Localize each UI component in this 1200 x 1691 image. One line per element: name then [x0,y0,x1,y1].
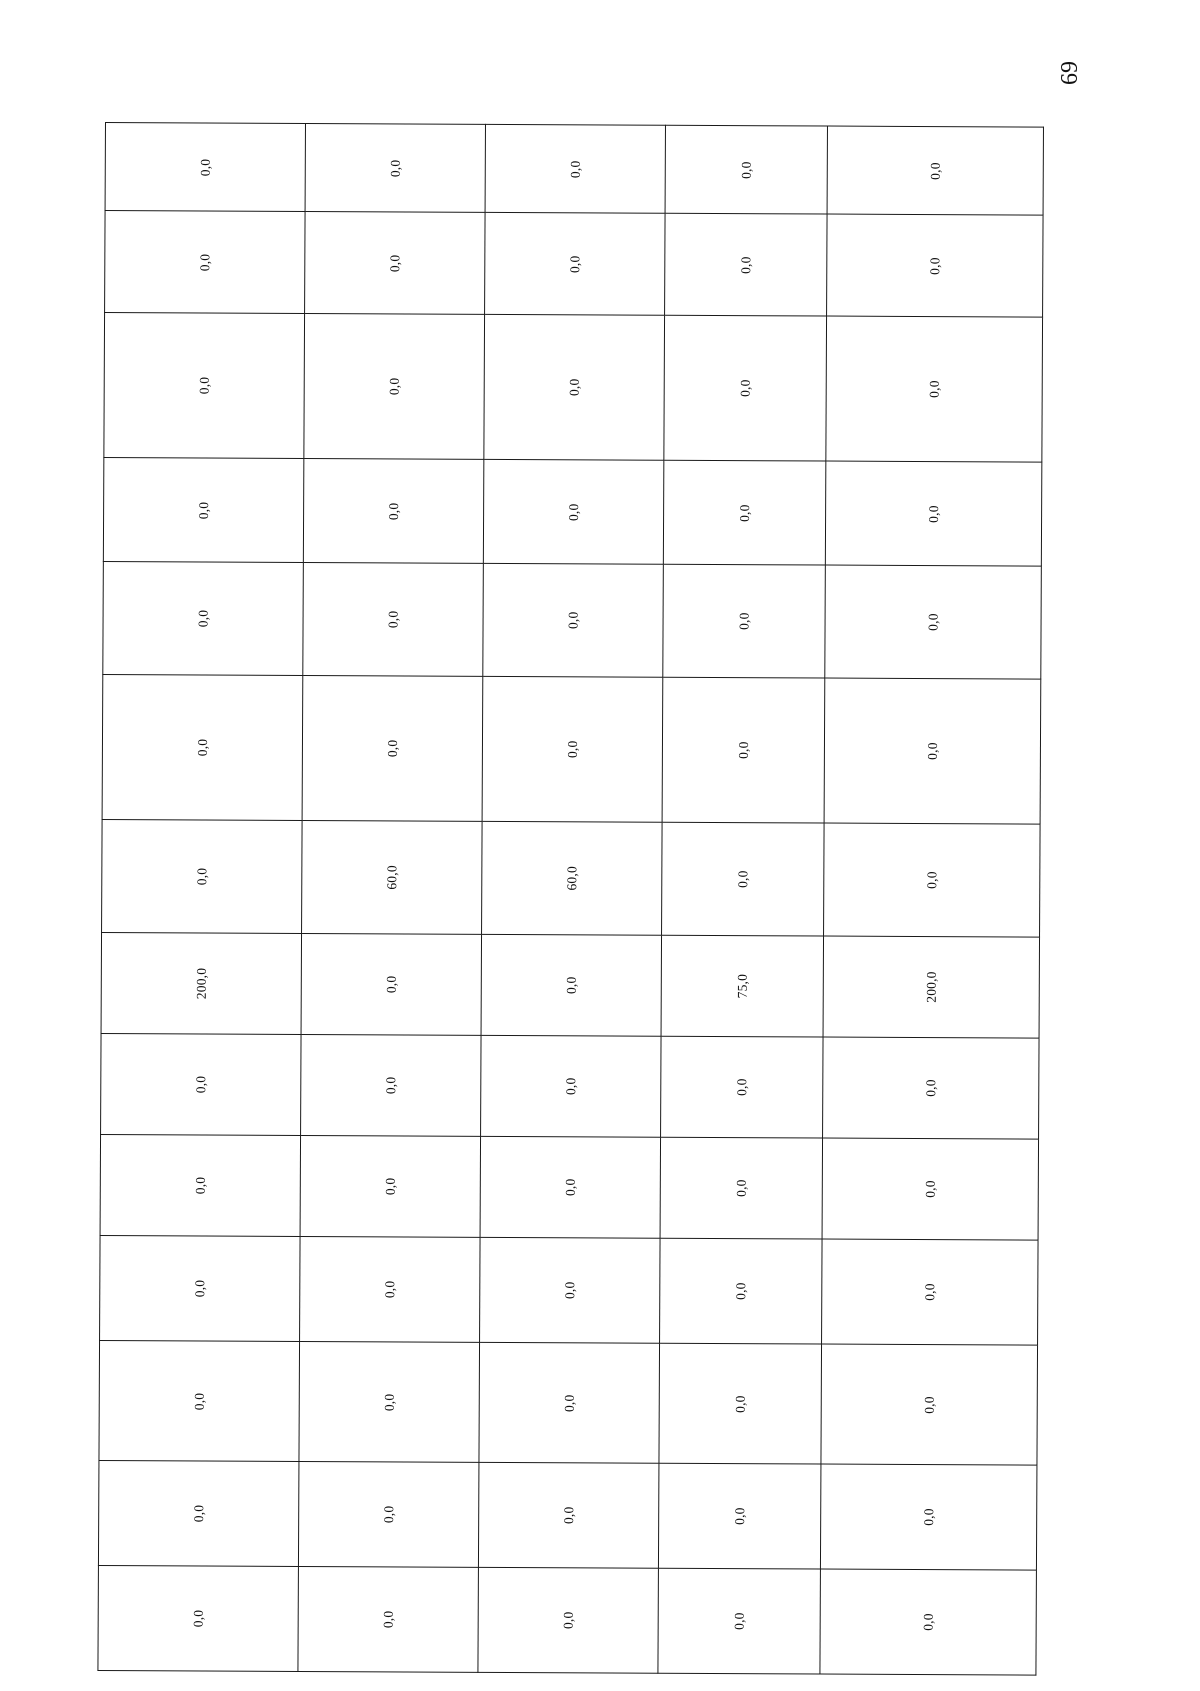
cell-value: 0,0 [191,1392,207,1410]
cell-value: 0,0 [190,1504,206,1523]
table-cell [98,1565,299,1671]
table-cell [301,933,481,1035]
cell-value: 0,0 [924,742,940,760]
cell-value: 0,0 [565,503,581,521]
cell-value: 0,0 [194,738,210,757]
cell-value: 0,0 [921,1395,937,1414]
table-cell [481,934,661,1036]
cell-value: 0,0 [192,1075,208,1094]
cell-value: 0,0 [196,376,212,395]
cell-value: 60,0 [383,865,399,890]
table-cell [821,1344,1038,1465]
table-cell [820,1464,1037,1570]
table-row [102,674,1041,824]
cell-value: 0,0 [192,1176,208,1195]
table-cell [302,675,483,821]
cell-value: 0,0 [383,975,399,994]
cell-value: 0,0 [563,976,579,995]
table-cell [483,563,664,677]
table-cell [303,458,484,563]
table-row [103,561,1042,679]
table-cell [485,124,665,213]
table-cell [300,1236,481,1342]
cell-value: 0,0 [926,256,942,275]
page-number: 69 [1057,61,1083,85]
cell-value: 0,0 [732,1394,748,1413]
table-cell [99,1340,300,1461]
cell-value: 200,0 [923,971,939,1003]
cell-value: 0,0 [380,1610,396,1629]
cell-value: 0,0 [382,1076,398,1095]
cell-value: 0,0 [382,1177,398,1196]
table-cell [305,123,485,212]
table-cell [824,678,1041,824]
cell-value: 0,0 [736,612,752,630]
cell-value: 0,0 [925,613,941,631]
table-row [103,457,1041,566]
table-cell [298,1461,479,1567]
table-cell [103,561,304,675]
table-cell [301,1034,481,1136]
table-body [98,123,1044,1676]
table-cell [665,213,827,316]
cell-value: 0,0 [381,1280,397,1299]
cell-value: 0,0 [733,1179,749,1197]
cell-value: 0,0 [564,740,580,759]
cell-value: 0,0 [560,1506,576,1525]
table-cell [825,565,1042,679]
cell-value: 0,0 [565,611,581,630]
table-cell [663,564,826,678]
cell-value: 0,0 [561,1281,577,1300]
table-cell [303,562,484,676]
table-cell [822,1138,1038,1240]
table-cell [304,313,485,459]
cell-value: 0,0 [922,1079,938,1097]
table-row [100,1134,1038,1240]
cell-value: 75,0 [734,973,750,999]
table-row [101,1033,1039,1139]
cell-value: 0,0 [195,501,211,519]
cell-value: 0,0 [197,158,213,176]
data-table [97,122,1044,1676]
table-cell [300,1135,480,1237]
table-cell [101,932,301,1034]
table-cell [827,214,1043,317]
table-cell [305,211,485,314]
cell-value: 0,0 [384,739,400,758]
cell-value: 0,0 [193,867,209,886]
table-cell [661,1036,823,1138]
table-cell [478,1462,659,1568]
table-cell [105,123,305,212]
cell-value: 0,0 [386,254,402,272]
table-row [101,932,1039,1038]
table-cell [664,315,827,461]
table-cell [658,1568,821,1674]
table-row [98,1460,1037,1570]
table-cell [662,822,825,936]
cell-value: 0,0 [731,1612,747,1630]
table-cell [820,1569,1037,1675]
cell-value: 0,0 [734,870,750,888]
table-cell [299,1341,480,1462]
cell-value: 0,0 [385,610,401,629]
cell-value: 0,0 [190,1609,206,1628]
table-cell [662,677,825,823]
table-row [105,123,1043,216]
table-cell [825,461,1042,566]
table-row [100,1235,1039,1345]
cell-value: 0,0 [195,609,211,628]
table-cell [823,936,1039,1038]
table-cell [98,1460,299,1566]
table-cell [823,1037,1039,1139]
cell-value: 60,0 [563,866,579,891]
cell-value: 0,0 [566,255,582,273]
table-cell [480,1237,661,1343]
cell-value: 0,0 [921,1283,937,1301]
cell-value: 0,0 [922,1180,938,1198]
table-cell [302,820,483,934]
table-cell [661,935,823,1037]
cell-value: 0,0 [737,379,753,397]
cell-value: 0,0 [560,1611,576,1630]
table-cell [298,1566,479,1672]
table-row [99,1340,1038,1465]
table-cell [484,314,665,460]
cell-value: 0,0 [920,1613,936,1631]
cell-value: 0,0 [566,378,582,397]
cell-value: 0,0 [381,1393,397,1411]
table-cell [663,460,826,565]
cell-value: 0,0 [191,1279,207,1298]
table-cell [827,126,1043,215]
cell-value: 0,0 [925,504,941,523]
table-cell [102,674,303,820]
table-cell [100,1235,301,1341]
table-cell [658,1463,821,1569]
cell-value: 0,0 [926,380,942,398]
table-cell [480,1136,660,1238]
cell-value: 0,0 [562,1178,578,1197]
cell-value: 0,0 [736,503,752,522]
table-cell [478,1567,659,1673]
cell-value: 0,0 [196,253,212,271]
table-cell [105,211,305,314]
table-row [105,211,1043,318]
cell-value: 0,0 [738,160,754,179]
table-cell [660,1137,822,1239]
table-row [104,313,1043,463]
cell-value: 0,0 [567,160,583,178]
table-cell [659,1343,822,1464]
cell-value: 0,0 [920,1508,936,1526]
cell-value: 0,0 [732,1282,748,1300]
table-cell [483,459,664,564]
cell-value: 0,0 [927,161,943,180]
table-cell [103,457,304,562]
table-row [102,819,1041,937]
table-cell [102,819,303,933]
table-cell [665,125,827,214]
table-cell [100,1134,300,1236]
table-cell [104,313,305,459]
table-cell [826,316,1043,462]
table-cell [101,1033,301,1135]
cell-value: 0,0 [737,255,753,274]
cell-value: 0,0 [387,159,403,177]
cell-value: 0,0 [733,1078,749,1096]
table-cell [660,1238,823,1344]
cell-value: 0,0 [380,1505,396,1524]
table-cell [824,823,1041,937]
cell-value: 0,0 [385,502,401,520]
table-cell [479,1342,660,1463]
table-cell [481,1035,661,1137]
cell-value: 0,0 [386,377,402,396]
table-cell [482,676,663,822]
table-cell [822,1239,1039,1345]
cell-value: 0,0 [923,871,939,889]
cell-value: 200,0 [193,967,209,1000]
table-row [98,1565,1037,1675]
cell-value: 0,0 [731,1507,747,1525]
table-cell [482,821,663,935]
cell-value: 0,0 [735,741,751,759]
table-cell [485,212,665,315]
cell-value: 0,0 [562,1077,578,1096]
cell-value: 0,0 [561,1394,577,1412]
